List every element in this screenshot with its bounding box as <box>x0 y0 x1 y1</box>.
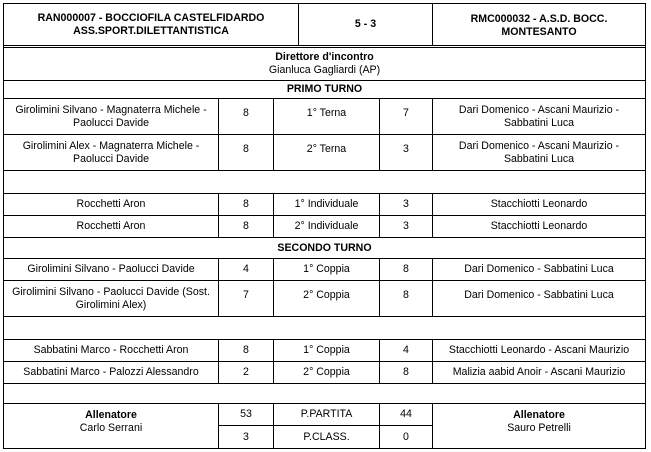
first-round-row1-home-score: 8 <box>219 99 273 134</box>
away-team-header: RMC000032 - A.S.D. BOCC. MONTESANTO <box>433 4 645 45</box>
first-round-row4-away: Stacchiotti Leonardo <box>433 216 645 237</box>
second-round-title: SECONDO TURNO <box>4 238 645 258</box>
home-partita-points: 53 <box>219 404 273 425</box>
away-coach-name: Sauro Petrelli <box>507 422 571 434</box>
blank-row <box>4 317 645 339</box>
first-round-row3-away: Stacchiotti Leonardo <box>433 194 645 215</box>
second-round-row4-away-score: 8 <box>380 362 432 383</box>
second-round-row2-away-score: 8 <box>380 281 432 316</box>
second-round-row1-home: Girolimini Silvano - Paolucci Davide <box>4 259 218 280</box>
second-round-row3-away-score: 4 <box>380 340 432 361</box>
second-round-row2-away: Dari Domenico - Sabbatini Luca <box>433 281 645 316</box>
home-coach-cell <box>4 404 218 448</box>
second-round-row3-home: Sabbatini Marco - Rocchetti Aron <box>4 340 218 361</box>
first-round-title: PRIMO TURNO <box>4 81 645 98</box>
first-round-row2-away-score: 3 <box>380 135 432 170</box>
home-coach-name: Carlo Serrani <box>79 422 143 434</box>
match-report-table <box>3 3 646 449</box>
first-round-row3-home-score: 8 <box>219 194 273 215</box>
first-round-row1-home: Girolimini Silvano - Magnaterra Michele - Paolucci Davide <box>4 99 218 134</box>
second-round-row3-game: 1° Coppia <box>274 340 379 361</box>
second-round-row3-home-score: 8 <box>219 340 273 361</box>
partita-label: P.PARTITA <box>274 404 379 425</box>
home-class-points: 3 <box>219 426 273 448</box>
second-round-row4-away: Malizia aabid Anoir - Ascani Maurizio <box>433 362 645 383</box>
second-round-row1-game: 1° Coppia <box>274 259 379 280</box>
second-round-row4-game: 2° Coppia <box>274 362 379 383</box>
first-round-row4-home: Rocchetti Aron <box>4 216 218 237</box>
first-round-row4-game: 2° Individuale <box>274 216 379 237</box>
blank-row <box>4 171 645 193</box>
home-coach-label: Allenatore <box>85 409 137 421</box>
second-round-row2-home-score: 7 <box>219 281 273 316</box>
first-round-row4-away-score: 3 <box>380 216 432 237</box>
away-coach-cell <box>433 404 645 448</box>
first-round-row4-home-score: 8 <box>219 216 273 237</box>
second-round-row1-away-score: 8 <box>380 259 432 280</box>
first-round-row1-away: Dari Domenico - Ascani Maurizio - Sabbatini Luca <box>433 99 645 134</box>
second-round-row4-home-score: 2 <box>219 362 273 383</box>
second-round-row3-away: Stacchiotti Leonardo - Ascani Maurizio <box>433 340 645 361</box>
first-round-row3-game: 1° Individuale <box>274 194 379 215</box>
second-round-row2-home: Girolimini Silvano - Paolucci Davide (Sost. Girolimini Alex) <box>4 281 218 316</box>
director-cell <box>4 48 645 80</box>
first-round-row2-away: Dari Domenico - Ascani Maurizio - Sabbatini Luca <box>433 135 645 170</box>
director-label: Direttore d'incontro <box>275 51 374 63</box>
spacer-row <box>4 46 645 47</box>
first-round-row1-game: 1° Terna <box>274 99 379 134</box>
class-label: P.CLASS. <box>274 426 379 448</box>
second-round-row1-home-score: 4 <box>219 259 273 280</box>
first-round-row3-away-score: 3 <box>380 194 432 215</box>
first-round-row3-home: Rocchetti Aron <box>4 194 218 215</box>
first-round-row1-away-score: 7 <box>380 99 432 134</box>
first-round-row2-home-score: 8 <box>219 135 273 170</box>
match-score: 5 - 3 <box>299 4 432 45</box>
home-team-header: RAN000007 - BOCCIOFILA CASTELFIDARDO ASS.SPORT.DILETTANTISTICA <box>4 4 298 45</box>
away-partita-points: 44 <box>380 404 432 425</box>
first-round-row2-game: 2° Terna <box>274 135 379 170</box>
away-class-points: 0 <box>380 426 432 448</box>
second-round-row4-home: Sabbatini Marco - Palozzi Alessandro <box>4 362 218 383</box>
director-name: Gianluca Gagliardi (AP) <box>268 64 381 76</box>
second-round-row1-away: Dari Domenico - Sabbatini Luca <box>433 259 645 280</box>
blank-row <box>4 384 645 403</box>
second-round-row2-game: 2° Coppia <box>274 281 379 316</box>
first-round-row2-home: Girolimini Alex - Magnaterra Michele - Paolucci Davide <box>4 135 218 170</box>
away-coach-label: Allenatore <box>513 409 565 421</box>
